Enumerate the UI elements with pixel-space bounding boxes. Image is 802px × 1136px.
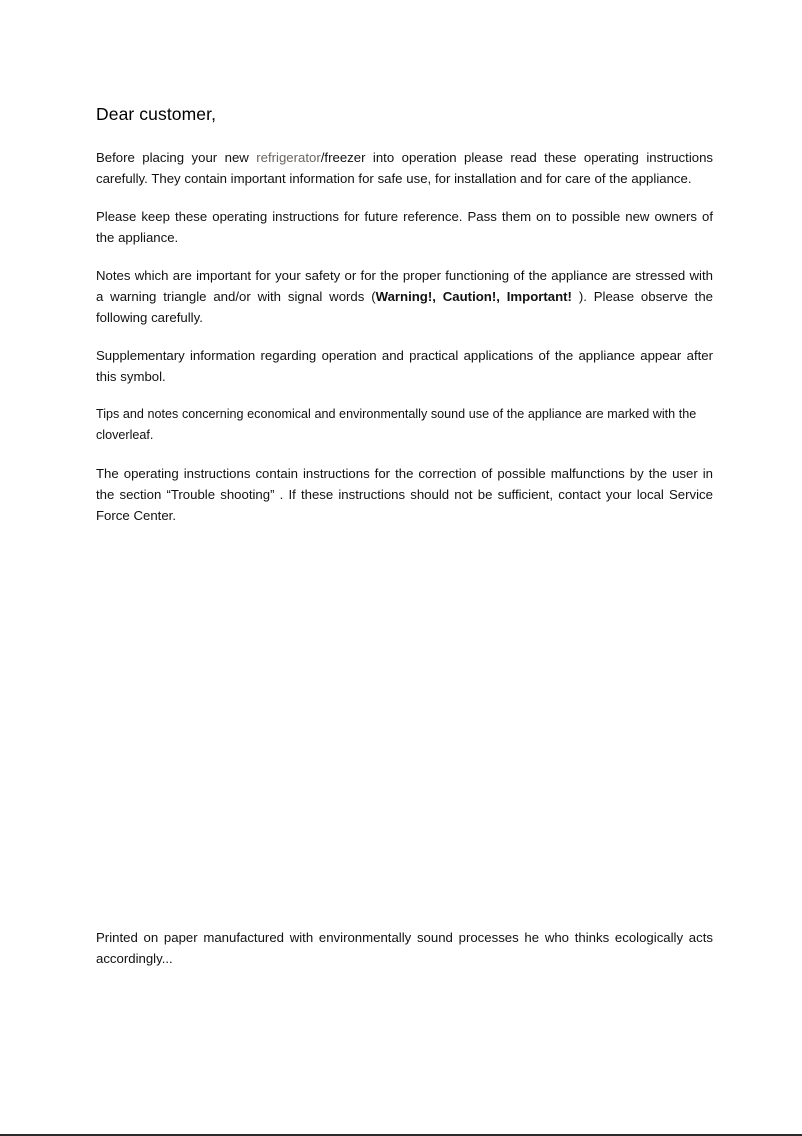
paragraph-trouble-shooting: The operating instructions contain instructions for the correction of possible malfunctions by the user in the section “Trouble shooting” . If these instructions should not be sufficient, contact your local Service Force Center. — [96, 466, 713, 523]
paragraph-safety-notes-text-after: ). Please observe the following carefully. — [96, 289, 714, 325]
paragraph-keep-instructions: Please keep these operating instructions for future reference. Pass them on to possible new owners of the appliance. — [96, 209, 713, 245]
paragraph-intro-text-before: Before placing your new — [96, 150, 257, 165]
paragraph-intro — [96, 147, 713, 189]
signal-words-bold: Warning!, Caution!, Important! — [375, 289, 572, 304]
document-body — [96, 104, 713, 526]
paragraph-intro-muted-word: refrigerator — [256, 150, 321, 165]
paragraph-supplementary-info: Supplementary information regarding operation and practical applications of the appliance appear after this symbol. — [96, 348, 713, 384]
paragraph-cloverleaf: Tips and notes concerning economical and environmentally sound use of the appliance are marked with the cloverleaf. — [96, 407, 697, 442]
paragraph-intro-text-after: /freezer into operation please read these operating instructions carefully. They contain important information for safe use, for installation and for care of the appliance. — [96, 150, 714, 186]
paragraph-safety-notes-text-before: Notes which are important for your safety or for the proper functioning of the appliance are stressed with a warning triangle and/or with signal words ( — [96, 268, 713, 304]
paragraph-safety-notes — [96, 265, 713, 328]
footer-environmental-note: Printed on paper manufactured with environmentally sound processes he who thinks ecologically acts accordingly... — [96, 930, 713, 967]
page-title: Dear customer, — [96, 104, 217, 124]
